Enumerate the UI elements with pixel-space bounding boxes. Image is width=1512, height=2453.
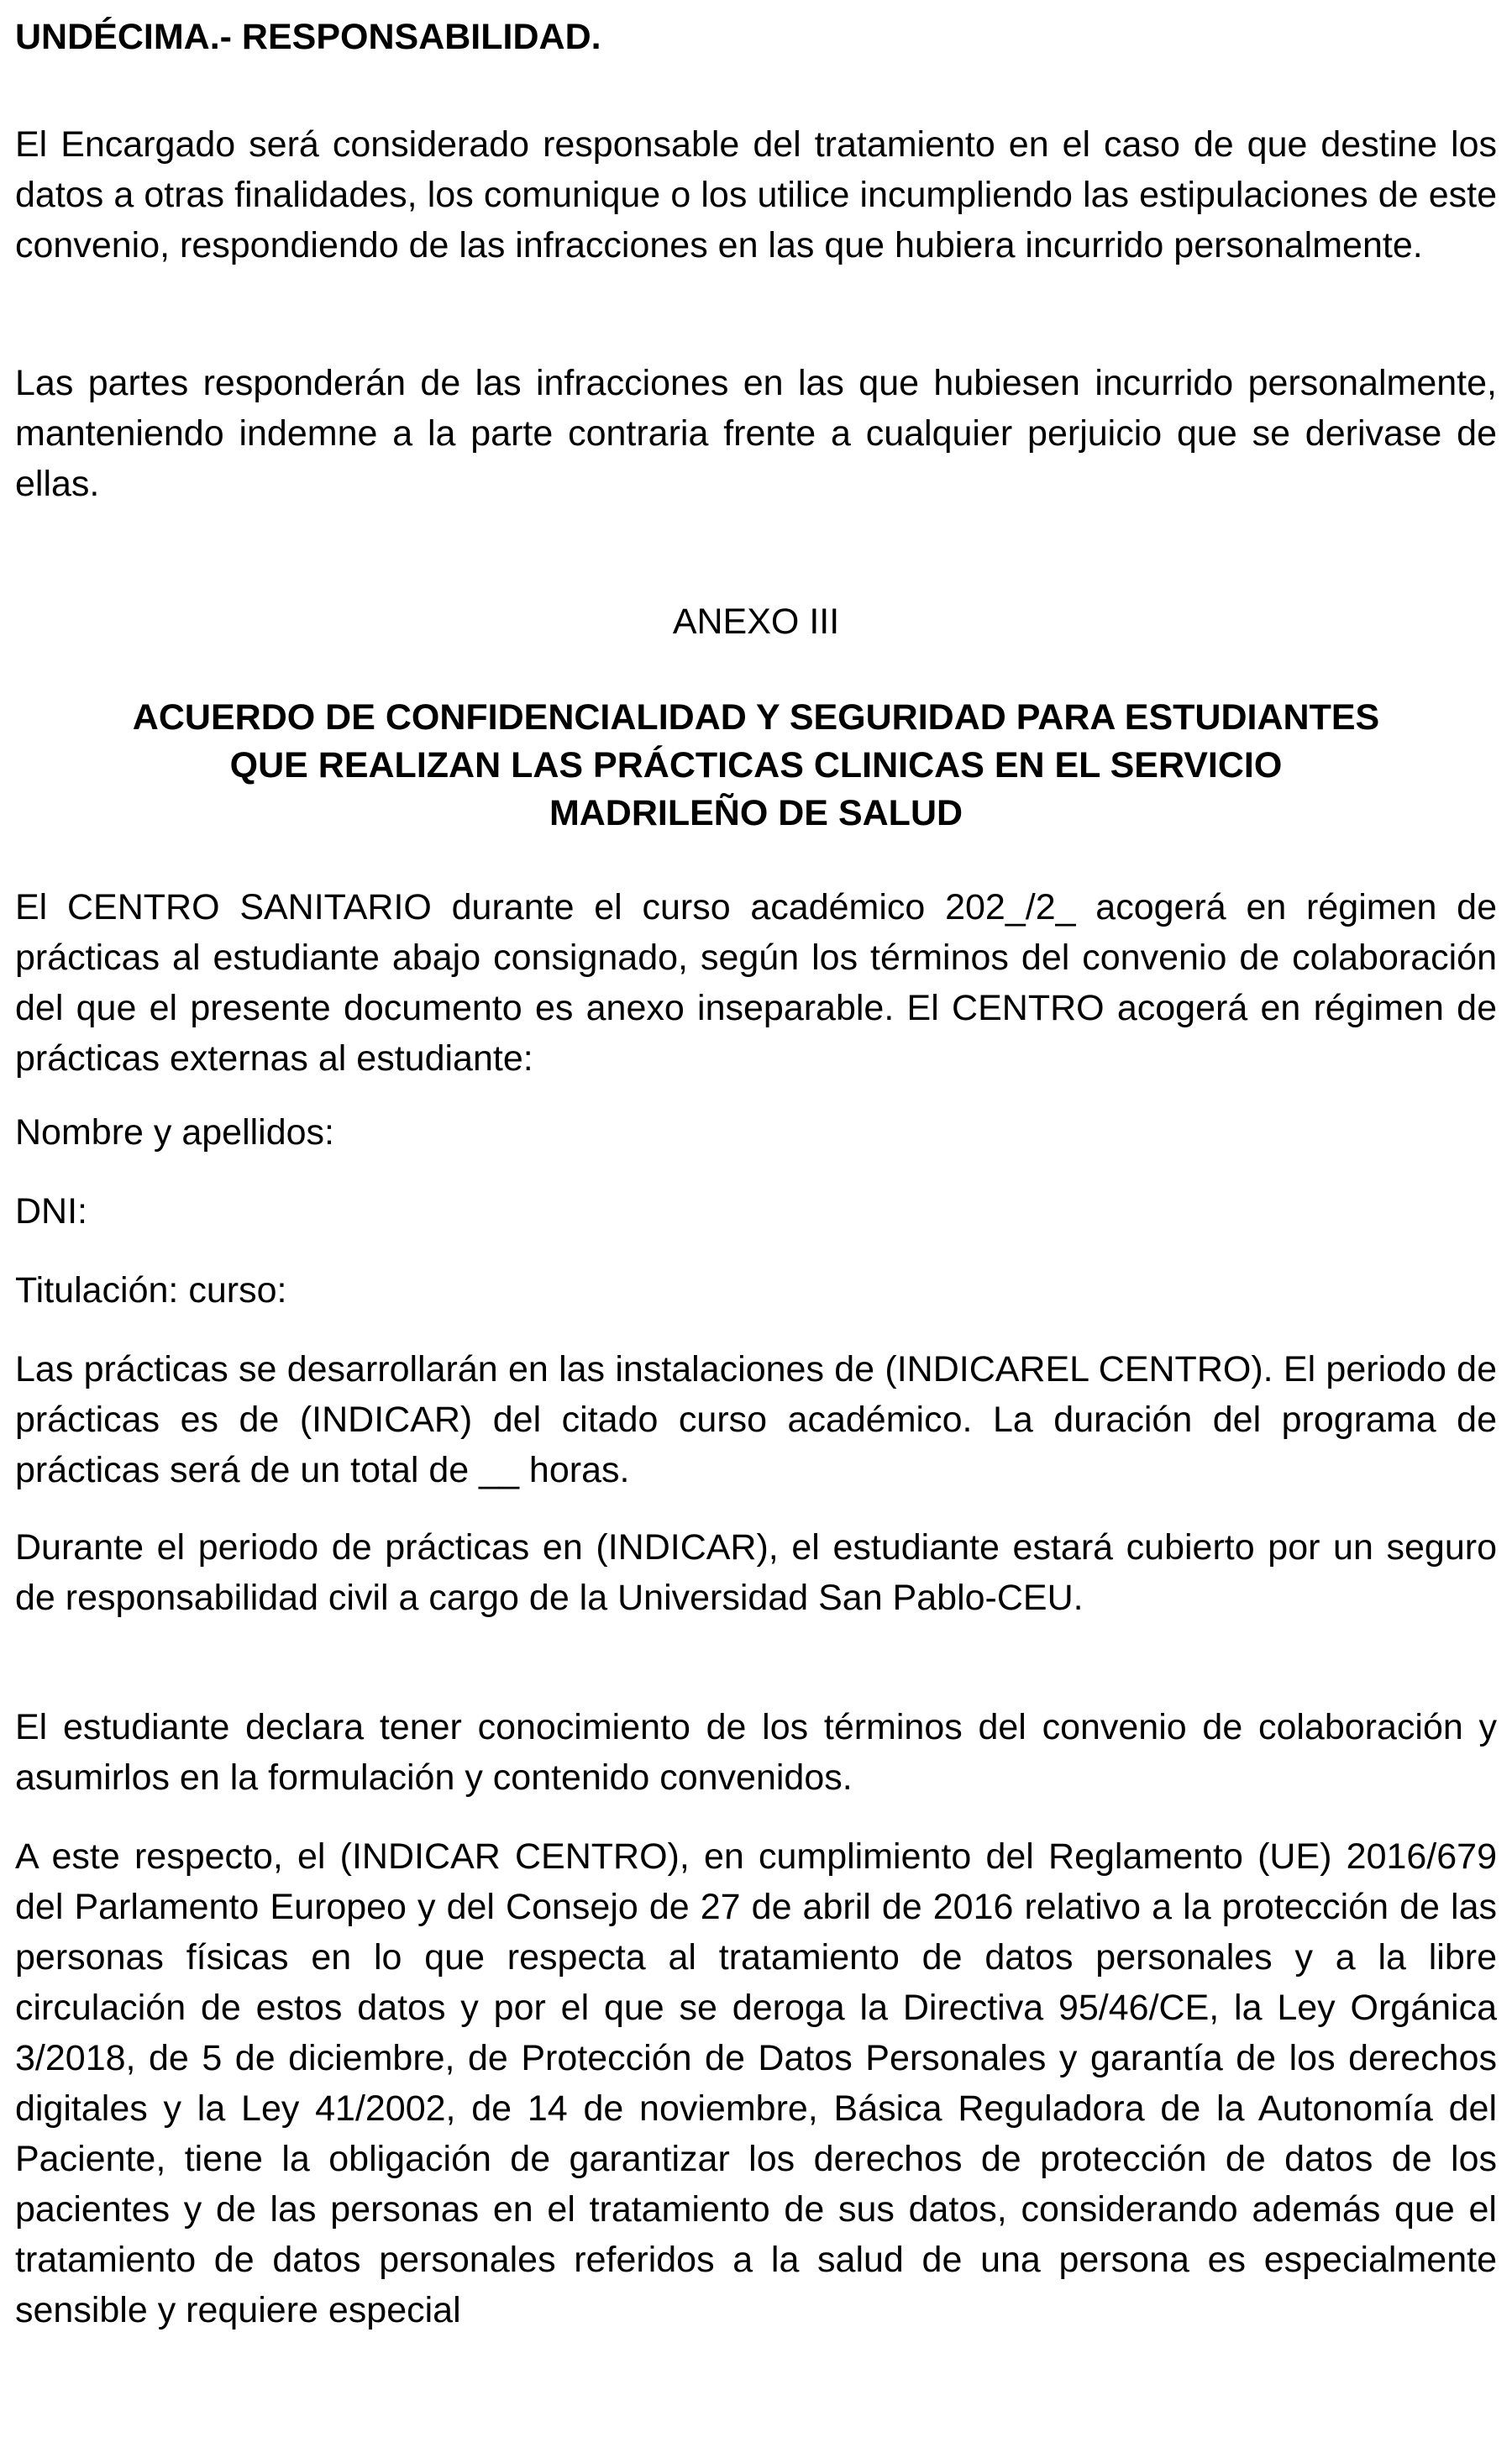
annex-title-line-2: QUE REALIZAN LAS PRÁCTICAS CLINICAS EN EL SERVICIO bbox=[229, 745, 1283, 785]
annex-title bbox=[15, 694, 1497, 838]
paragraph-data-protection: A este respecto, el (INDICAR CENTRO), en cumplimiento del Reglamento (UE) 2016/679 del Parlamento Europeo y del Consejo de 27 de abril de 2016 relativo a la protección de las personas físicas en lo que respecta al tratamiento de datos personales y a la libre circulación de estos datos y por el que se deroga la Directiva 95/46/CE, la Ley Orgánica 3/2018, de 5 de diciembre, de Protección de Datos Personales y garantía de los derechos digitales y la Ley 41/2002, de 14 de noviembre, Básica Reguladora de la Autonomía del Paciente, tiene la obligación de garantizar los derechos de protección de datos de los pacientes y de las personas en el tratamiento de sus datos, considerando además que el tratamiento de datos personales referidos a la salud de una persona es especialmente sensible y requiere especial bbox=[15, 1836, 1497, 2330]
clause-title: UNDÉCIMA.- RESPONSABILIDAD. bbox=[15, 17, 601, 57]
intro-paragraph: El CENTRO SANITARIO durante el curso académico 202_/2_ acogerá en régimen de prácticas al estudiante abajo consignado, según los términos del convenio de colaboración del que el presente documento es anexo inseparable. El CENTRO acogerá en régimen de prácticas externas al estudiante: bbox=[15, 887, 1497, 1079]
annex-title-line-3: MADRILEÑO DE SALUD bbox=[549, 793, 963, 833]
paragraph-declaration: El estudiante declara tener conocimiento de los términos del convenio de colaboración y asumirlos en la formulación y contenido convenidos. bbox=[15, 1707, 1497, 1798]
paragraph-practice-location: Las prácticas se desarrollarán en las instalaciones de (INDICAREL CENTRO). El periodo de prácticas es de (INDICAR) del citado curso académico. La duración del programa de prácticas será de un total de __ horas. bbox=[15, 1349, 1497, 1490]
paragraph-responsibility-1: El Encargado será considerado responsable del tratamiento en el caso de que destine los datos a otras finalidades, los comunique o los utilice incumpliendo las estipulaciones de este convenio, respondiendo de las infracciones en las que hubiera incurrido personalmente. bbox=[15, 124, 1497, 265]
name-field-label: Nombre y apellidos: bbox=[15, 1112, 335, 1153]
paragraph-insurance: Durante el periodo de prácticas en (INDICAR), el estudiante estará cubierto por un seguro de responsabilidad civil a cargo de la Universidad San Pablo-CEU. bbox=[15, 1527, 1497, 1618]
paragraph-responsibility-2: Las partes responderán de las infracciones en las que hubiesen incurrido personalmente, manteniendo indemne a la parte contraria frente a cualquier perjuicio que se derivase de ellas. bbox=[15, 363, 1497, 504]
annex-label: ANEXO III bbox=[672, 601, 840, 642]
degree-field-label: Titulación: curso: bbox=[15, 1270, 287, 1311]
annex-title-line-1: ACUERDO DE CONFIDENCIALIDAD Y SEGURIDAD PARA ESTUDIANTES bbox=[132, 697, 1380, 738]
dni-field-label: DNI: bbox=[15, 1191, 87, 1232]
